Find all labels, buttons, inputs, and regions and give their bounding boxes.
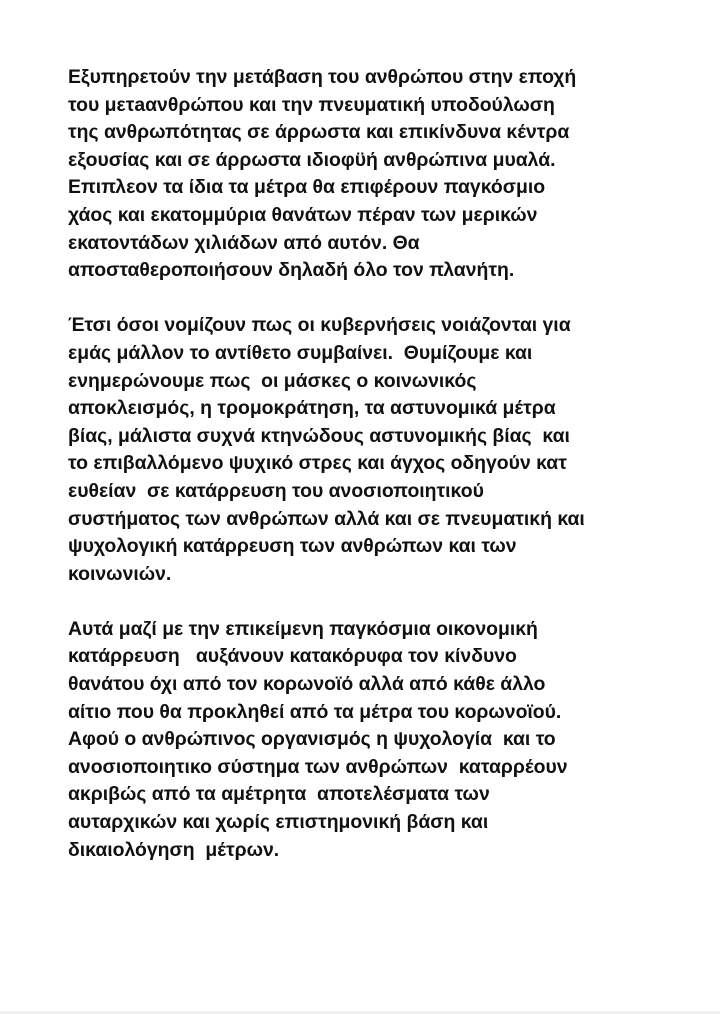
text-line: κατάρρευση αυξάνουν κατακόρυφα τον κίνδυνο [68, 645, 517, 668]
text-line: αίτιο που θα προκληθεί από τα μέτρα του κορωνοϊού. [68, 700, 562, 723]
text-line: βίας, μάλιστα συχνά κτηνώδους αστυνομικής βίας και [68, 424, 570, 447]
text-line: το επιβαλλόμενο ψυχικό στρες και άγχος οδηγούν κατ [68, 452, 567, 475]
text-line: της ανθρωπότητας σε άρρωστα και επικίνδυνα κέντρα [68, 121, 570, 144]
text-line: Έτσι όσοι νομίζουν πως οι κυβερνήσεις νοιάζονται για [68, 314, 571, 337]
text-line: Εξυπηρετούν την μετάβαση του ανθρώπου στην εποχή [68, 66, 577, 88]
text-line: αποσταθεροποιήσουν δηλαδή όλο τον πλανήτη. [68, 259, 515, 282]
text-line: Αυτά μαζί με την επικείμενη παγκόσμια οικονομική [68, 617, 538, 640]
text-line: αποκλεισμός, η τρομοκράτηση, τα αστυνομικά μέτρα [68, 397, 556, 420]
text-line: Επιπλεον τα ίδια τα μέτρα θα επιφέρουν παγκόσμιο [68, 176, 546, 199]
text-line: εμάς μάλλον το αντίθετο συμβαίνει. Θυμίζουμε και [68, 341, 533, 364]
text-line: ανοσιοποιητικο σύστημα των ανθρώπων καταρρέουν [68, 755, 568, 778]
text-line: κοινωνιών. [68, 562, 172, 585]
text-line: του μετaανθρώπου και την πνευματική υποδούλωση [68, 93, 555, 116]
text-line: ακριβώς από τα αμέτρητα αποτελέσματα των [68, 783, 490, 806]
text-line: ευθείαν σε κατάρρευση του ανοσιοποιητικού [68, 479, 484, 502]
text-line: συστήματος των ανθρώπων αλλά και σε πνευματική και [68, 507, 585, 530]
text-line: δικαιολόγηση μέτρων. [68, 838, 280, 861]
document-body [68, 64, 708, 892]
text-line: αυταρχικών και χωρίς επιστημονική βάση και [68, 811, 489, 834]
text-line: χάος και εκατομμύρια θανάτων πέραν των μερικών [68, 203, 538, 226]
paragraph-1 [68, 64, 708, 285]
text-line: εξουσίας και σε άρρωστα ιδιοφϋή ανθρώπινα μυαλά. [68, 148, 556, 171]
text-line: θανάτου όχι από τον κορωνοϊό αλλά από κάθε άλλο [68, 673, 546, 696]
text-line: εκατοντάδων χιλιάδων από αυτόν. Θα [68, 231, 420, 254]
text-line: ψυχολογική κατάρρευση των ανθρώπων και των [68, 535, 517, 558]
text-line: ενημερώνουμε πως οι μάσκες ο κοινωνικός [68, 369, 477, 392]
paragraph-2 [68, 312, 708, 588]
paragraph-3 [68, 616, 708, 864]
text-line: Αφού ο ανθρώπινος οργανισμός η ψυχολογία και το [68, 728, 556, 751]
